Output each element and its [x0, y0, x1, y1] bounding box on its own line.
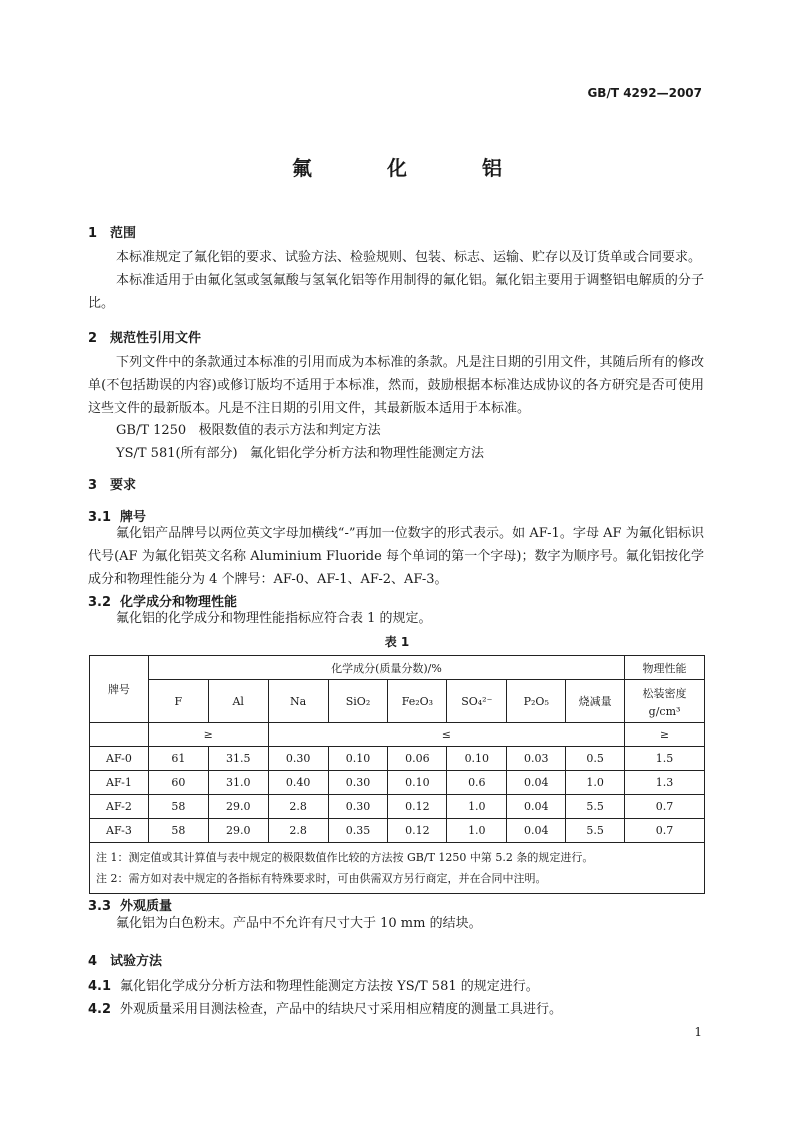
section-4-2	[88, 998, 704, 1021]
grade-header: 牌号	[90, 656, 149, 723]
table-cell: 31.0	[208, 771, 268, 795]
section-3-3-paragraph: 氟化铝为白色粉末。产品中不允许有尺寸大于 10 mm 的结块。	[116, 916, 482, 931]
min-symbol-density: ≥	[625, 723, 705, 747]
section-4-1	[88, 975, 704, 998]
section-1-heading	[88, 222, 136, 241]
section-1-paragraph-1: 本标准规定了氟化铝的要求、试验方法、检验规则、包装、标志、运输、贮存以及订货单或合同要求。	[116, 250, 702, 265]
table-caption: 表 1	[384, 635, 410, 649]
section-title: 要求	[110, 478, 137, 493]
col-header-sio2: SiO₂	[328, 680, 388, 723]
section-2-paragraph: 下列文件中的条款通过本标准的引用而成为本标准的条款。凡是注日期的引用文件，其随后所有的修改单(不包括勘误的内容)或修订版均不适用于本标准，然而，鼓励根据本标准达成协议的各方研究是否可使用这些文件的最新版本。凡是不注日期的引用文件，其最新版本适用于本标准。	[88, 355, 704, 416]
table-note-1: 注 1：测定值或其计算值与表中规定的极限数值作比较的方法按 GB/T 1250 中第 5.2 条的规定进行。	[96, 851, 594, 864]
col-header-loss-on-ignition: 烧减量	[566, 680, 625, 723]
table-cell: 0.35	[328, 819, 388, 843]
section-number: 3	[88, 478, 98, 493]
table-cell: 1.0	[447, 795, 507, 819]
table-cell: 5.5	[566, 795, 625, 819]
table-cell: 0.6	[447, 771, 507, 795]
col-header-na: Na	[268, 680, 328, 723]
table-cell: 61	[148, 747, 208, 771]
col-header-density	[625, 680, 705, 723]
table-cell: 0.40	[268, 771, 328, 795]
table-cell: 0.7	[625, 795, 705, 819]
table-cell: 0.10	[328, 747, 388, 771]
table-cell: 0.04	[507, 795, 566, 819]
page-number: 1	[694, 1025, 702, 1039]
table-cell: 2.8	[268, 795, 328, 819]
section-title: 试验方法	[110, 954, 163, 969]
section-3-2-paragraph: 氟化铝的化学成分和物理性能指标应符合表 1 的规定。	[116, 611, 432, 626]
table-cell: 2.8	[268, 819, 328, 843]
table-cell: AF-0	[90, 747, 149, 771]
table-cell: 0.10	[388, 771, 447, 795]
section-number: 3.3	[88, 899, 112, 914]
section-4-heading	[88, 950, 162, 969]
table-cell: 0.03	[507, 747, 566, 771]
section-number: 1	[88, 226, 98, 241]
page-title: 氟 化 铝	[292, 156, 536, 180]
section-2-heading	[88, 327, 201, 346]
physical-property-header: 物理性能	[625, 656, 705, 680]
composition-table	[89, 655, 705, 894]
table-row	[90, 771, 705, 795]
section-number: 3.1	[88, 510, 112, 525]
table-cell: 0.5	[566, 747, 625, 771]
col-header-p2o5: P₂O₅	[507, 680, 566, 723]
section-number: 3.2	[88, 595, 112, 610]
table-cell: AF-3	[90, 819, 149, 843]
table-cell: 0.30	[328, 771, 388, 795]
section-title: 规范性引用文件	[110, 331, 202, 346]
table-cell: 0.06	[388, 747, 447, 771]
section-1-paragraph-2: 本标准适用于由氟化氢或氢氟酸与氢氧化铝等作用制得的氟化铝。氟化铝主要用于调整铝电解质的分子比。	[88, 273, 704, 311]
section-text: 外观质量采用目测法检查，产品中的结块尺寸采用相应精度的测量工具进行。	[120, 1002, 563, 1017]
table-cell: 0.30	[328, 795, 388, 819]
table-cell: AF-1	[90, 771, 149, 795]
table-row	[90, 795, 705, 819]
empty-cell	[90, 723, 149, 747]
section-number: 4.2	[88, 1002, 112, 1017]
table-row	[90, 819, 705, 843]
section-text: 氟化铝化学成分分析方法和物理性能测定方法按 YS/T 581 的规定进行。	[120, 979, 539, 994]
table-cell: 5.5	[566, 819, 625, 843]
min-symbol: ≥	[148, 723, 268, 747]
table-cell: 0.04	[507, 771, 566, 795]
density-unit: g/cm³	[648, 704, 681, 718]
col-header-so4: SO₄²⁻	[447, 680, 507, 723]
section-number: 2	[88, 331, 98, 346]
table-cell: 0.12	[388, 795, 447, 819]
table-notes	[90, 843, 705, 894]
section-3-1-paragraph: 氟化铝产品牌号以两位英文字母加横线“-”再加一位数字的形式表示。如 AF-1。字母 AF 为氟化铝标识代号(AF 为氟化铝英文名称 Aluminium Fluoride 每个单词的第一个字母)；数字为顺序号。氟化铝按化学成分和物理性能分为 4 个牌号：AF-0、AF-1、AF-2、AF-3。	[88, 526, 704, 587]
chemical-composition-header: 化学成分(质量分数)/%	[148, 656, 624, 680]
section-number: 4.1	[88, 979, 112, 994]
table-cell: 0.10	[447, 747, 507, 771]
table-cell: 29.0	[208, 795, 268, 819]
table-cell: 60	[148, 771, 208, 795]
table-cell: 58	[148, 819, 208, 843]
density-label: 松装密度	[642, 686, 687, 700]
table-cell: AF-2	[90, 795, 149, 819]
table-cell: 29.0	[208, 819, 268, 843]
table-cell: 1.0	[447, 819, 507, 843]
max-symbol: ≤	[268, 723, 624, 747]
table-cell: 31.5	[208, 747, 268, 771]
table-cell: 0.30	[268, 747, 328, 771]
reference-2: YS/T 581(所有部分) 氟化铝化学分析方法和物理性能测定方法	[116, 446, 485, 461]
table-row	[90, 747, 705, 771]
table-cell: 0.7	[625, 819, 705, 843]
table-cell: 1.0	[566, 771, 625, 795]
table-cell: 58	[148, 795, 208, 819]
col-header-al: Al	[208, 680, 268, 723]
col-header-f: F	[148, 680, 208, 723]
col-header-fe2o3: Fe₂O₃	[388, 680, 447, 723]
section-title: 牌号	[120, 510, 147, 525]
table-cell: 0.04	[507, 819, 566, 843]
table-cell: 0.12	[388, 819, 447, 843]
table-cell: 1.3	[625, 771, 705, 795]
section-number: 4	[88, 954, 98, 969]
section-title: 范围	[110, 226, 137, 241]
table-cell: 1.5	[625, 747, 705, 771]
reference-1: GB/T 1250 极限数值的表示方法和判定方法	[116, 423, 381, 438]
section-title: 化学成分和物理性能	[120, 595, 238, 610]
section-title: 外观质量	[120, 899, 173, 914]
table-note-2: 注 2：需方如对表中规定的各指标有特殊要求时，可由供需双方另行商定，并在合同中注明。	[96, 872, 547, 885]
section-3-heading	[88, 474, 136, 493]
standard-number: GB/T 4292—2007	[587, 86, 702, 100]
